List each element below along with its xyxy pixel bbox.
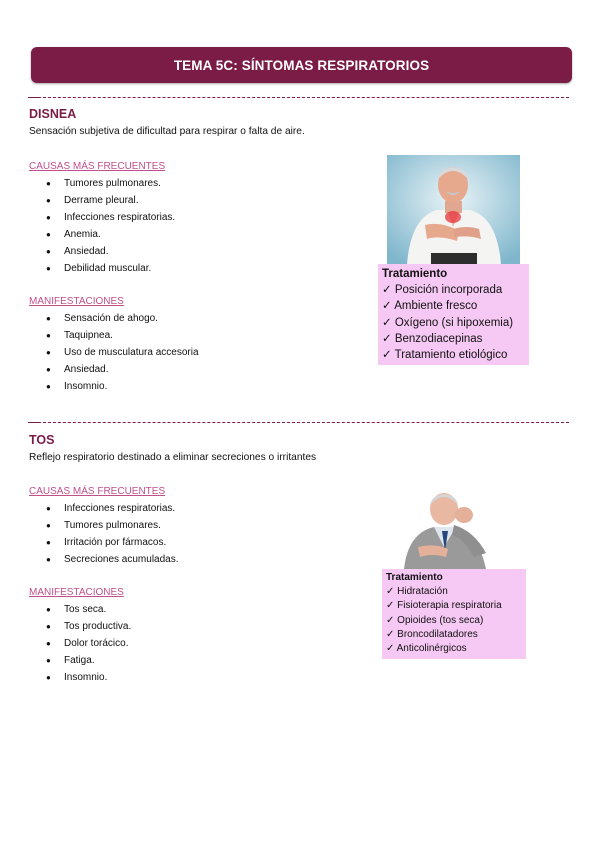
treatment-item: ✓ Broncodilatadores — [386, 628, 522, 642]
list-item: ● Tos productiva. — [46, 618, 131, 635]
causes-label: CAUSAS MÁS FRECUENTES — [29, 486, 166, 497]
treatment-item: ✓ Benzodiacepinas — [382, 331, 525, 347]
list-item: ● Dolor torácico. — [46, 635, 131, 652]
list-item: ● Fatiga. — [46, 652, 131, 669]
causes-list — [46, 500, 179, 568]
section-description: Sensación subjetiva de dificultad para respirar o falta de aire. — [29, 126, 305, 137]
manifestations-list — [46, 601, 131, 686]
page-title-bar — [31, 47, 572, 83]
list-item: ● Secreciones acumuladas. — [46, 551, 179, 568]
causes-label: CAUSAS MÁS FRECUENTES — [29, 161, 166, 172]
list-item: ● Irritación por fármacos. — [46, 534, 179, 551]
manifestations-label: MANIFESTACIONES — [29, 587, 124, 598]
list-item: ● Infecciones respiratorias. — [46, 500, 179, 517]
list-item: ● Ansiedad. — [46, 243, 175, 260]
list-item: ● Tumores pulmonares. — [46, 517, 179, 534]
section-heading-tos: TOS — [29, 433, 55, 447]
treatment-item: ✓ Ambiente fresco — [382, 298, 525, 314]
list-item: ● Tumores pulmonares. — [46, 175, 175, 192]
section-divider — [28, 97, 569, 98]
treatment-list — [386, 585, 522, 656]
list-item: ● Debilidad muscular. — [46, 260, 175, 277]
treatment-item: ✓ Anticolinérgicos — [386, 642, 522, 656]
list-item: ● Infecciones respiratorias. — [46, 209, 175, 226]
treatment-box — [382, 569, 526, 659]
treatment-item: ✓ Hidratación — [386, 585, 522, 599]
list-item: ● Ansiedad. — [46, 361, 199, 378]
treatment-item: ✓ Posición incorporada — [382, 282, 525, 298]
treatment-title: Tratamiento — [386, 572, 443, 583]
man-coughing-photo — [394, 491, 530, 569]
section-heading-disnea: DISNEA — [29, 107, 77, 121]
list-item: ● Derrame pleural. — [46, 192, 175, 209]
treatment-list — [382, 282, 525, 363]
list-item: ● Tos seca. — [46, 601, 131, 618]
treatment-item: ✓ Fisioterapia respiratoria — [386, 599, 522, 613]
treatment-item: ✓ Oxígeno (si hipoxemia) — [382, 315, 525, 331]
manifestations-label: MANIFESTACIONES — [29, 296, 124, 307]
treatment-item: ✓ Tratamiento etiológico — [382, 347, 525, 363]
section-divider — [28, 422, 569, 423]
manifestations-list — [46, 310, 199, 395]
section-description: Reflejo respiratorio destinado a eliminar secreciones o irritantes — [29, 452, 317, 463]
treatment-box — [378, 264, 529, 365]
page-title: TEMA 5C: SÍNTOMAS RESPIRATORIOS — [173, 57, 430, 73]
list-item: ● Anemia. — [46, 226, 175, 243]
treatment-item: ✓ Opioides (tos seca) — [386, 614, 522, 628]
list-item: ● Insomnio. — [46, 378, 199, 395]
man-chest-pain-photo — [387, 155, 520, 264]
list-item: ● Sensación de ahogo. — [46, 310, 199, 327]
treatment-title: Tratamiento — [382, 268, 448, 280]
list-item: ● Insomnio. — [46, 669, 131, 686]
causes-list — [46, 175, 175, 277]
list-item: ● Taquipnea. — [46, 327, 199, 344]
list-item: ● Uso de musculatura accesoria — [46, 344, 199, 361]
